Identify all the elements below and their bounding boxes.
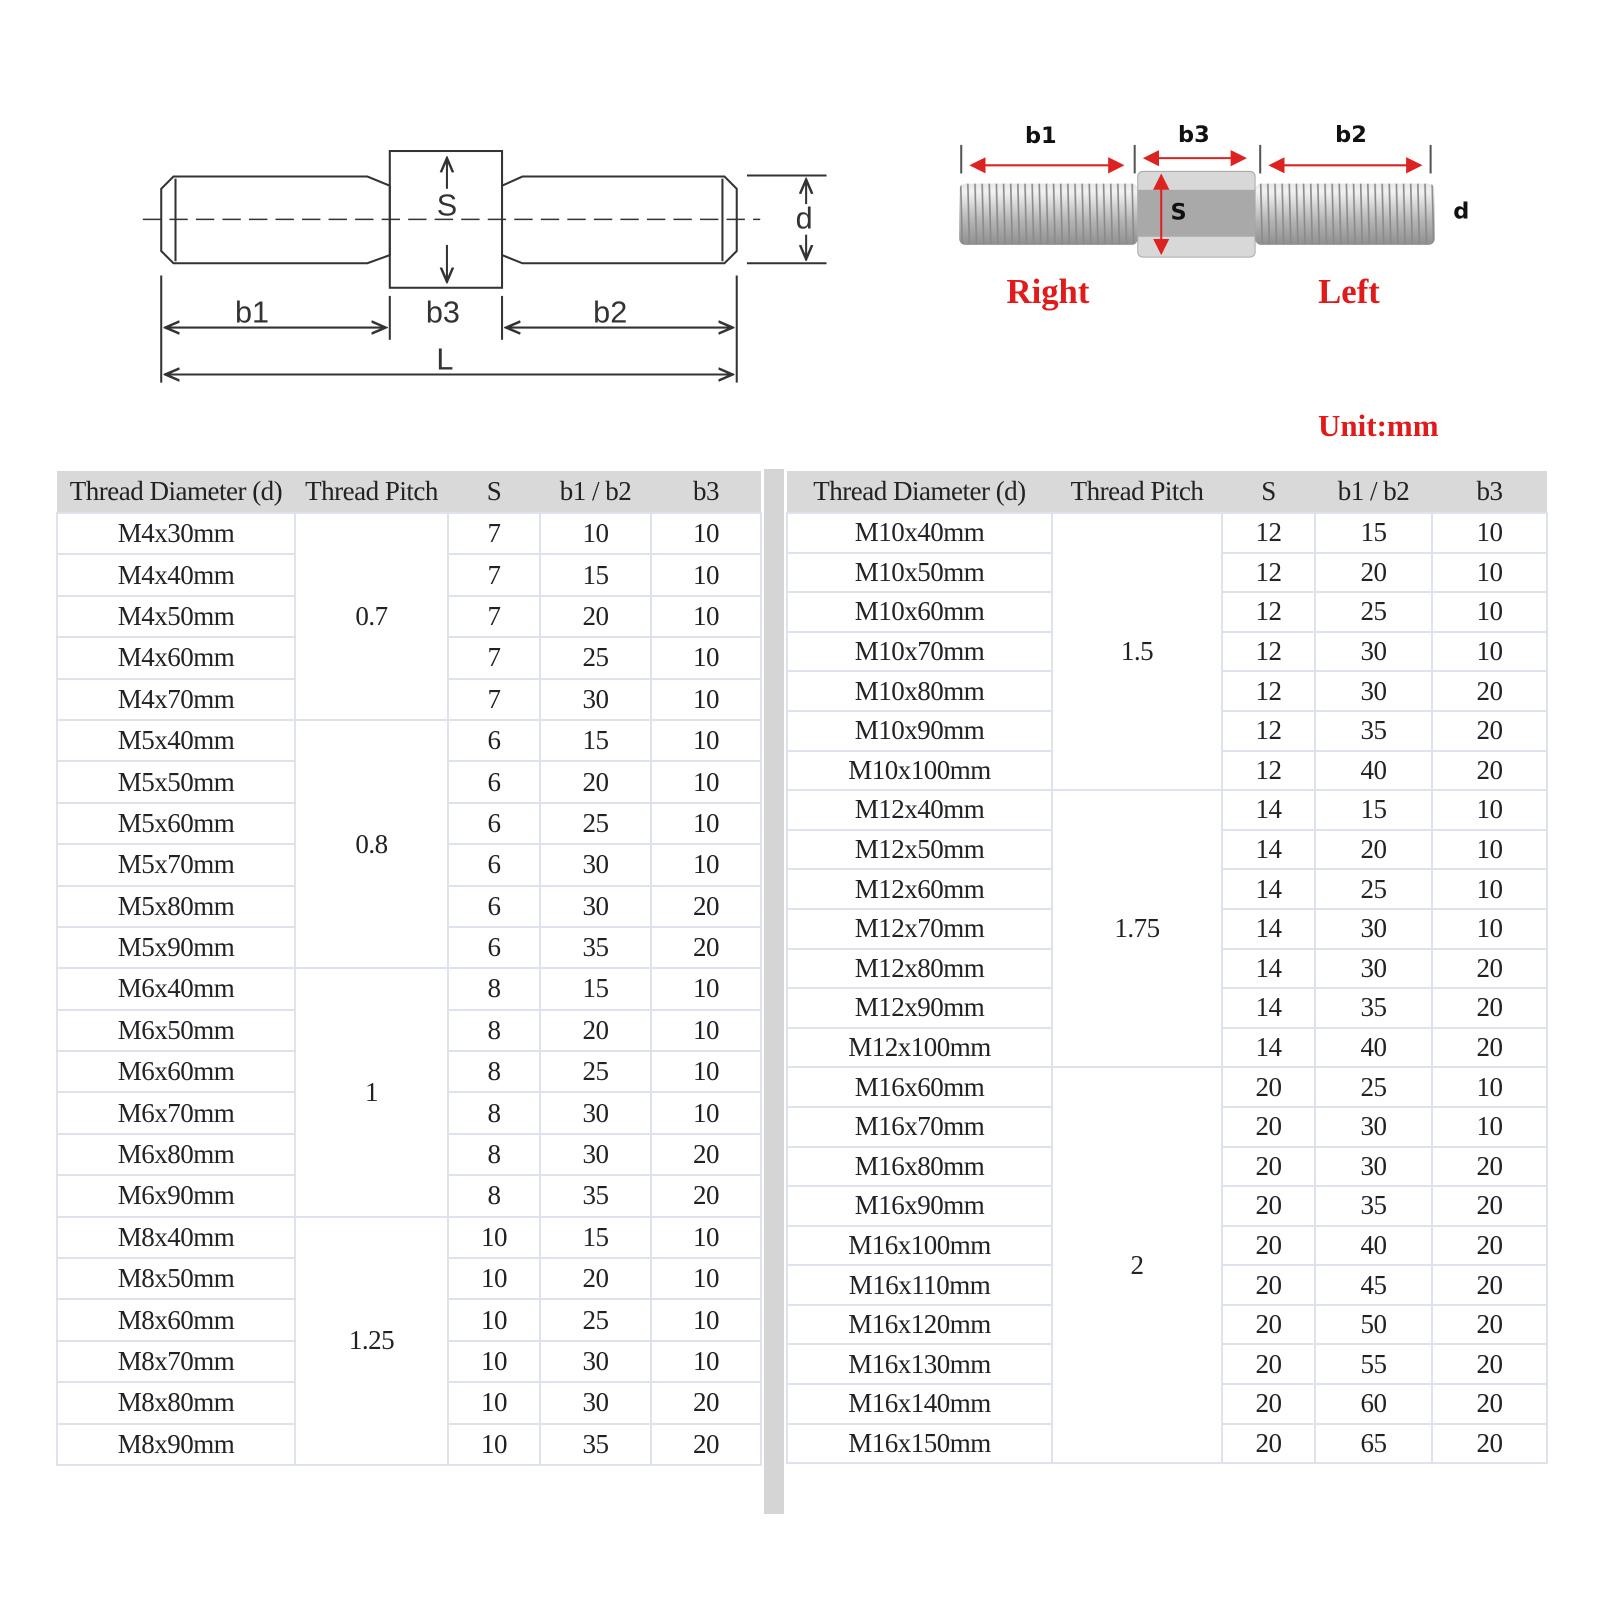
column-header: b3 [651, 471, 761, 513]
label-left-hand: Left [1318, 272, 1380, 312]
cell-b3: 10 [1432, 513, 1547, 553]
cell-b1-b2: 15 [1315, 513, 1432, 553]
cell-b3: 10 [651, 1010, 761, 1051]
cell-b1-b2: 40 [1315, 1028, 1432, 1068]
cell-b3: 20 [1432, 1147, 1547, 1187]
table-row [57, 720, 761, 761]
cell-b1-b2: 15 [540, 968, 651, 1009]
cell-s: 8 [448, 1010, 540, 1051]
table-row [787, 790, 1547, 830]
column-header: b1 / b2 [540, 471, 651, 513]
cell-thread-diameter: M16x80mm [787, 1147, 1052, 1187]
cell-s: 6 [448, 720, 540, 761]
cell-thread-diameter: M8x70mm [57, 1341, 295, 1382]
cell-thread-diameter: M16x130mm [787, 1344, 1052, 1384]
cell-b1-b2: 25 [1315, 869, 1432, 909]
cell-b1-b2: 35 [540, 927, 651, 968]
cell-b3: 20 [1432, 1028, 1547, 1068]
cell-b3: 20 [1432, 671, 1547, 711]
cell-thread-diameter: M5x50mm [57, 761, 295, 802]
cell-thread-diameter: M6x90mm [57, 1175, 295, 1216]
cell-b1-b2: 30 [1315, 632, 1432, 672]
cell-thread-diameter: M10x40mm [787, 513, 1052, 553]
cell-b3: 10 [1432, 592, 1547, 632]
cell-b1-b2: 40 [1315, 1226, 1432, 1266]
cell-b3: 10 [651, 844, 761, 885]
cell-b1-b2: 20 [540, 761, 651, 802]
product-photo [959, 122, 1469, 311]
cell-thread-diameter: M6x60mm [57, 1051, 295, 1092]
cell-b3: 10 [651, 679, 761, 720]
cell-b3: 20 [651, 927, 761, 968]
table-row [57, 513, 761, 554]
cell-b3: 10 [651, 720, 761, 761]
cell-b1-b2: 30 [540, 679, 651, 720]
cell-b3: 20 [1432, 1186, 1547, 1226]
cell-thread-diameter: M16x60mm [787, 1067, 1052, 1107]
cell-s: 10 [448, 1299, 540, 1340]
cell-thread-diameter: M8x60mm [57, 1299, 295, 1340]
cell-b3: 10 [651, 1092, 761, 1133]
cell-thread-diameter: M4x50mm [57, 596, 295, 637]
cell-b1-b2: 35 [1315, 1186, 1432, 1226]
column-header: Thread Diameter (d) [787, 471, 1052, 513]
cell-b1-b2: 30 [540, 1134, 651, 1175]
cell-b3: 10 [651, 1258, 761, 1299]
photo-label-b1: b1 [1024, 122, 1057, 149]
cell-thread-diameter: M16x110mm [787, 1265, 1052, 1305]
cell-b3: 10 [651, 1051, 761, 1092]
cell-thread-pitch: 1.75 [1052, 790, 1222, 1067]
cell-s: 6 [448, 844, 540, 885]
cell-thread-diameter: M6x70mm [57, 1092, 295, 1133]
cell-s: 20 [1222, 1186, 1315, 1226]
cell-b1-b2: 35 [540, 1424, 651, 1465]
cell-s: 8 [448, 1092, 540, 1133]
cell-b1-b2: 50 [1315, 1305, 1432, 1345]
cell-s: 20 [1222, 1305, 1315, 1345]
cell-b1-b2: 20 [1315, 553, 1432, 593]
cell-thread-diameter: M10x80mm [787, 671, 1052, 711]
cell-b3: 10 [1432, 909, 1547, 949]
cell-s: 14 [1222, 909, 1315, 949]
cell-thread-diameter: M12x100mm [787, 1028, 1052, 1068]
cell-s: 12 [1222, 632, 1315, 672]
cell-thread-diameter: M16x140mm [787, 1384, 1052, 1424]
cell-b3: 20 [651, 1424, 761, 1465]
cell-b1-b2: 20 [1315, 830, 1432, 870]
cell-thread-diameter: M16x90mm [787, 1186, 1052, 1226]
table-header [787, 471, 1547, 513]
cell-b1-b2: 30 [1315, 949, 1432, 989]
cell-b3: 10 [651, 968, 761, 1009]
cell-b1-b2: 20 [540, 1010, 651, 1051]
label-b1: b1 [235, 295, 270, 330]
cell-thread-diameter: M4x40mm [57, 554, 295, 595]
technical-drawing [143, 151, 827, 383]
photo-label-s: S [1170, 199, 1187, 226]
cell-b3: 10 [1432, 869, 1547, 909]
cell-s: 20 [1222, 1265, 1315, 1305]
cell-b3: 10 [651, 637, 761, 678]
cell-b1-b2: 25 [540, 637, 651, 678]
cell-s: 14 [1222, 790, 1315, 830]
cell-b1-b2: 30 [540, 886, 651, 927]
cell-b1-b2: 25 [540, 1051, 651, 1092]
cell-b3: 10 [651, 513, 761, 554]
cell-s: 20 [1222, 1384, 1315, 1424]
column-header: S [1222, 471, 1315, 513]
cell-b3: 20 [1432, 1424, 1547, 1464]
table-header [57, 471, 761, 513]
cell-thread-diameter: M8x90mm [57, 1424, 295, 1465]
cell-b1-b2: 30 [540, 1382, 651, 1423]
cell-s: 7 [448, 637, 540, 678]
column-header: b1 / b2 [1315, 471, 1432, 513]
label-d: d [795, 201, 813, 236]
cell-thread-diameter: M10x50mm [787, 553, 1052, 593]
cell-b3: 20 [651, 886, 761, 927]
cell-s: 8 [448, 1051, 540, 1092]
cell-s: 7 [448, 513, 540, 554]
cell-s: 12 [1222, 513, 1315, 553]
cell-thread-diameter: M16x100mm [787, 1226, 1052, 1266]
cell-b3: 20 [651, 1382, 761, 1423]
cell-b1-b2: 60 [1315, 1384, 1432, 1424]
cell-s: 14 [1222, 830, 1315, 870]
cell-s: 6 [448, 803, 540, 844]
cell-b1-b2: 35 [540, 1175, 651, 1216]
cell-b1-b2: 15 [540, 554, 651, 595]
cell-b1-b2: 30 [1315, 1107, 1432, 1147]
cell-b1-b2: 40 [1315, 751, 1432, 791]
cell-thread-diameter: M10x90mm [787, 711, 1052, 751]
cell-b3: 20 [1432, 711, 1547, 751]
cell-b1-b2: 30 [540, 844, 651, 885]
cell-b3: 10 [651, 1341, 761, 1382]
label-b2: b2 [593, 295, 628, 330]
cell-b1-b2: 30 [1315, 909, 1432, 949]
cell-thread-diameter: M8x50mm [57, 1258, 295, 1299]
cell-s: 12 [1222, 751, 1315, 791]
cell-s: 12 [1222, 553, 1315, 593]
cell-b3: 10 [651, 554, 761, 595]
cell-b3: 20 [1432, 1226, 1547, 1266]
unit-label: Unit:mm [1318, 408, 1439, 443]
cell-s: 7 [448, 679, 540, 720]
cell-s: 7 [448, 554, 540, 595]
cell-s: 8 [448, 1175, 540, 1216]
cell-b1-b2: 20 [540, 596, 651, 637]
cell-b1-b2: 65 [1315, 1424, 1432, 1464]
photo-label-d: d [1453, 198, 1470, 225]
cell-b1-b2: 25 [1315, 1067, 1432, 1107]
cell-thread-diameter: M10x100mm [787, 751, 1052, 791]
cell-b1-b2: 30 [1315, 1147, 1432, 1187]
cell-b3: 10 [1432, 830, 1547, 870]
cell-thread-diameter: M5x90mm [57, 927, 295, 968]
cell-s: 8 [448, 1134, 540, 1175]
cell-thread-diameter: M12x80mm [787, 949, 1052, 989]
cell-b3: 20 [651, 1134, 761, 1175]
cell-b1-b2: 25 [540, 803, 651, 844]
cell-b3: 10 [651, 761, 761, 802]
cell-b3: 20 [1432, 1344, 1547, 1384]
cell-b1-b2: 15 [540, 1217, 651, 1258]
cell-s: 10 [448, 1382, 540, 1423]
cell-thread-pitch: 1.25 [295, 1217, 448, 1465]
table-row [787, 1067, 1547, 1107]
cell-s: 20 [1222, 1344, 1315, 1384]
cell-b1-b2: 25 [540, 1299, 651, 1340]
photo-label-b3: b3 [1178, 121, 1210, 148]
cell-b1-b2: 30 [540, 1341, 651, 1382]
cell-b1-b2: 25 [1315, 592, 1432, 632]
cell-thread-diameter: M16x150mm [787, 1424, 1052, 1464]
cell-b3: 20 [1432, 1265, 1547, 1305]
cell-b1-b2: 30 [540, 1092, 651, 1133]
column-header: Thread Diameter (d) [57, 471, 295, 513]
cell-b3: 10 [651, 1299, 761, 1340]
column-header: Thread Pitch [295, 471, 448, 513]
cell-thread-pitch: 0.8 [295, 720, 448, 968]
cell-b3: 20 [1432, 988, 1547, 1028]
cell-thread-pitch: 1 [295, 968, 448, 1216]
cell-b3: 10 [651, 1217, 761, 1258]
cell-s: 6 [448, 761, 540, 802]
cell-thread-diameter: M12x50mm [787, 830, 1052, 870]
cell-thread-diameter: M5x60mm [57, 803, 295, 844]
cell-b3: 20 [1432, 751, 1547, 791]
cell-b1-b2: 15 [540, 720, 651, 761]
cell-s: 14 [1222, 988, 1315, 1028]
cell-thread-diameter: M5x70mm [57, 844, 295, 885]
cell-thread-pitch: 0.7 [295, 513, 448, 720]
cell-b3: 10 [1432, 1067, 1547, 1107]
cell-s: 20 [1222, 1424, 1315, 1464]
cell-thread-diameter: M5x80mm [57, 886, 295, 927]
cell-thread-pitch: 1.5 [1052, 513, 1222, 790]
cell-thread-diameter: M12x60mm [787, 869, 1052, 909]
cell-thread-diameter: M4x60mm [57, 637, 295, 678]
cell-s: 20 [1222, 1067, 1315, 1107]
cell-b1-b2: 10 [540, 513, 651, 554]
cell-thread-diameter: M5x40mm [57, 720, 295, 761]
label-right-hand: Right [1006, 272, 1090, 312]
cell-b3: 10 [1432, 1107, 1547, 1147]
cell-s: 10 [448, 1217, 540, 1258]
table-divider [764, 469, 784, 1514]
cell-thread-diameter: M12x70mm [787, 909, 1052, 949]
cell-thread-diameter: M6x50mm [57, 1010, 295, 1051]
column-header: Thread Pitch [1052, 471, 1222, 513]
cell-thread-diameter: M8x40mm [57, 1217, 295, 1258]
cell-b1-b2: 35 [1315, 988, 1432, 1028]
cell-thread-pitch: 2 [1052, 1067, 1222, 1463]
cell-b3: 20 [1432, 949, 1547, 989]
cell-s: 12 [1222, 592, 1315, 632]
label-b3: b3 [425, 295, 460, 330]
cell-s: 6 [448, 886, 540, 927]
cell-b3: 20 [1432, 1305, 1547, 1345]
cell-b3: 20 [1432, 1384, 1547, 1424]
cell-s: 14 [1222, 869, 1315, 909]
cell-b3: 10 [651, 803, 761, 844]
cell-b1-b2: 15 [1315, 790, 1432, 830]
cell-b1-b2: 45 [1315, 1265, 1432, 1305]
cell-thread-diameter: M8x80mm [57, 1382, 295, 1423]
table-row [57, 1217, 761, 1258]
cell-s: 10 [448, 1424, 540, 1465]
table-row [787, 513, 1547, 553]
cell-s: 20 [1222, 1107, 1315, 1147]
cell-b3: 10 [1432, 553, 1547, 593]
cell-s: 14 [1222, 949, 1315, 989]
cell-b1-b2: 30 [1315, 671, 1432, 711]
cell-s: 7 [448, 596, 540, 637]
label-s: S [436, 188, 458, 223]
cell-thread-diameter: M10x70mm [787, 632, 1052, 672]
cell-s: 8 [448, 968, 540, 1009]
cell-b1-b2: 20 [540, 1258, 651, 1299]
cell-b1-b2: 55 [1315, 1344, 1432, 1384]
cell-thread-diameter: M10x60mm [787, 592, 1052, 632]
cell-b3: 10 [1432, 790, 1547, 830]
cell-s: 10 [448, 1341, 540, 1382]
cell-s: 12 [1222, 711, 1315, 751]
cell-s: 10 [448, 1258, 540, 1299]
spec-table-left [56, 471, 762, 1466]
cell-b3: 10 [1432, 632, 1547, 672]
cell-b3: 20 [651, 1175, 761, 1216]
cell-b3: 10 [651, 596, 761, 637]
cell-thread-diameter: M4x70mm [57, 679, 295, 720]
cell-s: 12 [1222, 671, 1315, 711]
cell-thread-diameter: M6x40mm [57, 968, 295, 1009]
cell-s: 6 [448, 927, 540, 968]
photo-label-b2: b2 [1335, 121, 1367, 148]
column-header: S [448, 471, 540, 513]
cell-thread-diameter: M16x70mm [787, 1107, 1052, 1147]
cell-thread-diameter: M12x40mm [787, 790, 1052, 830]
cell-s: 20 [1222, 1226, 1315, 1266]
cell-thread-diameter: M6x80mm [57, 1134, 295, 1175]
cell-s: 14 [1222, 1028, 1315, 1068]
cell-b1-b2: 35 [1315, 711, 1432, 751]
cell-thread-diameter: M12x90mm [787, 988, 1052, 1028]
cell-thread-diameter: M4x30mm [57, 513, 295, 554]
spec-table-right [786, 471, 1548, 1464]
cell-s: 20 [1222, 1147, 1315, 1187]
table-row [57, 968, 761, 1009]
column-header: b3 [1432, 471, 1547, 513]
cell-thread-diameter: M16x120mm [787, 1305, 1052, 1345]
label-l: L [436, 342, 454, 377]
